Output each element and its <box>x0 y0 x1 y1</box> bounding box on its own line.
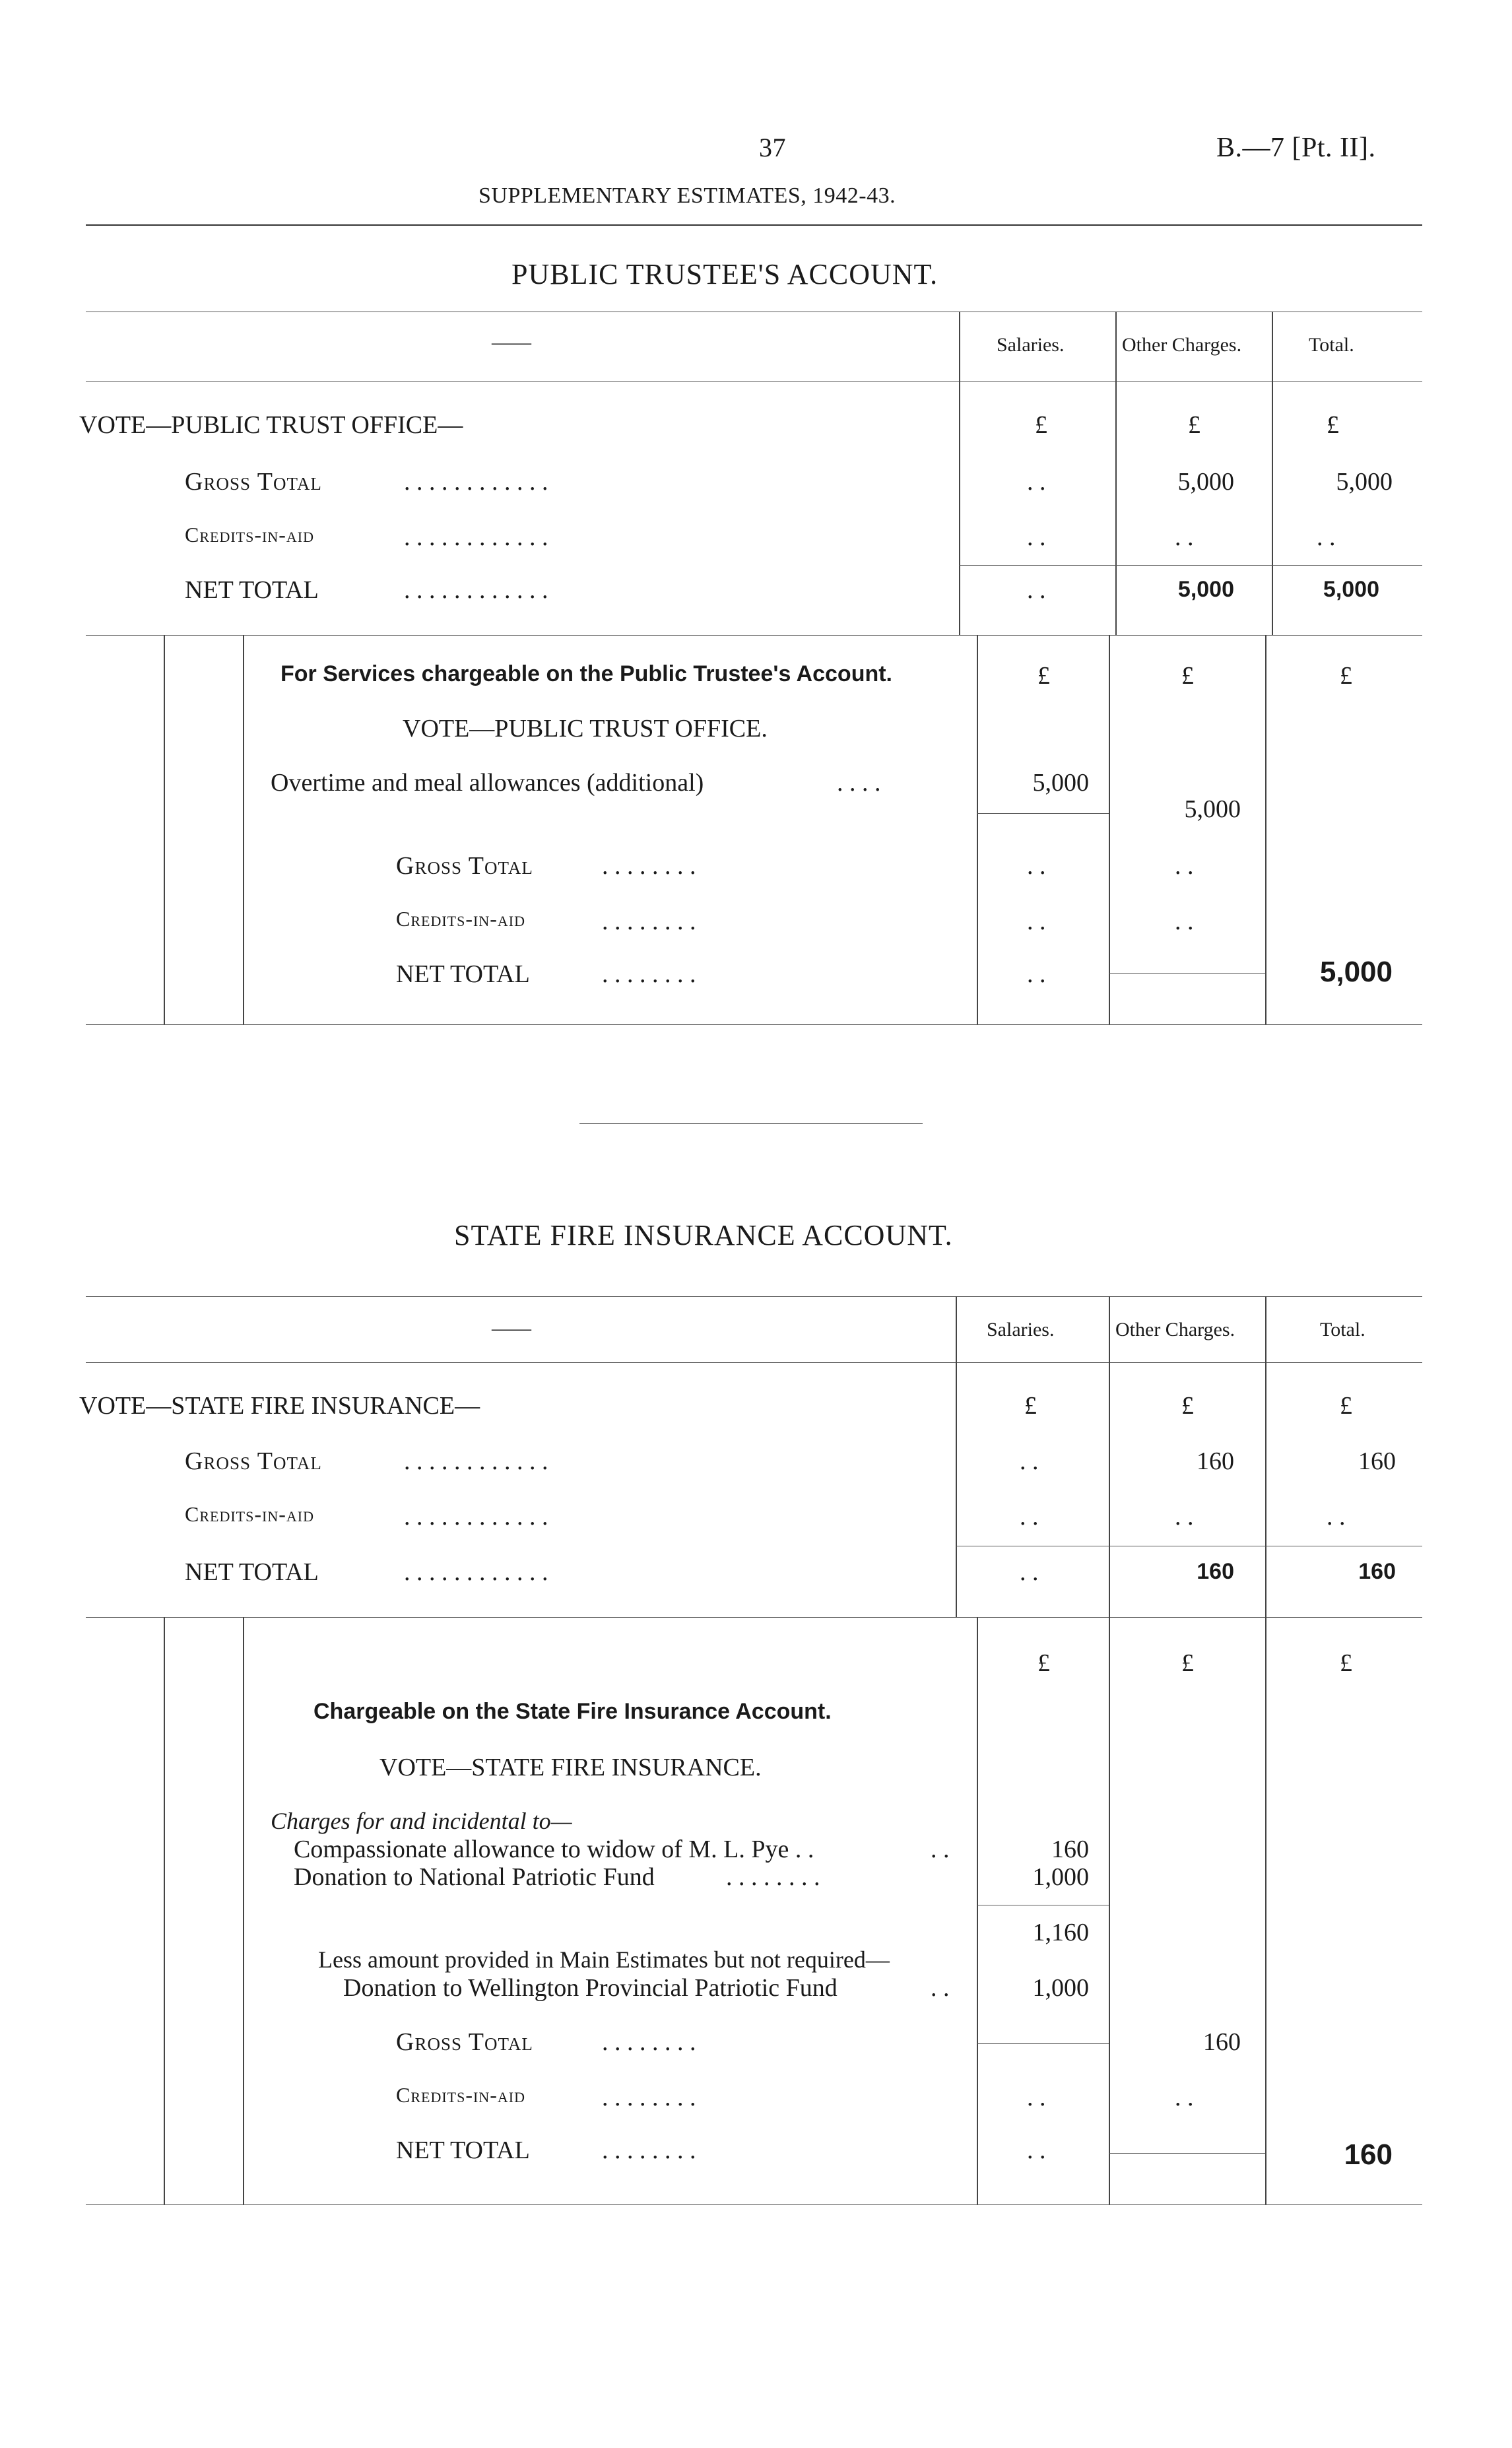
header-rule <box>86 224 1422 226</box>
detail2-item2-amount: 1,000 <box>1032 1863 1089 1891</box>
detail2-pound-2: £ <box>1181 1649 1194 1677</box>
detail1-item-amount: 5,000 <box>1032 769 1089 797</box>
detail1-col-a <box>164 635 165 1024</box>
detail2-item2: Donation to National Patriotic Fund <box>294 1863 655 1891</box>
table1-gross-salaries: . . <box>1027 468 1046 496</box>
section-title-public-trustee: PUBLIC TRUSTEE'S ACCOUNT. <box>511 258 938 290</box>
table2-col-divider-3 <box>1265 1296 1266 1617</box>
table1-col-divider-1 <box>959 312 960 635</box>
detail1-gross-leaders: . . . . . . . . <box>602 852 696 880</box>
detail2-gross-rule <box>977 2043 1109 2044</box>
detail2-gross-label: Gross Total <box>396 2028 533 2056</box>
detail1-item-leaders: . . . . <box>837 769 881 797</box>
table1-pound-total: £ <box>1327 411 1339 439</box>
detail1-net-rule <box>1109 973 1265 974</box>
detail2-col-a <box>164 1617 165 2204</box>
table1-credits-other: . . <box>1175 523 1194 551</box>
table2-header-rule <box>86 1362 1422 1363</box>
table2-pound-salaries: £ <box>1024 1392 1037 1420</box>
table1-net-other: 5,000 <box>1177 577 1234 602</box>
table1-pound-other: £ <box>1188 411 1200 439</box>
detail2-credits-leaders: . . . . . . . . <box>602 2084 696 2111</box>
detail1-credits-amount: . . <box>1027 908 1046 935</box>
table1-pound-salaries: £ <box>1035 411 1047 439</box>
table2-vote-label: VOTE—STATE FIRE INSURANCE— <box>79 1392 480 1420</box>
section-title-state-fire: STATE FIRE INSURANCE ACCOUNT. <box>454 1219 953 1251</box>
detail1-bottom-rule <box>86 1024 1422 1025</box>
table2-col-total: Total. <box>1320 1319 1365 1340</box>
detail2-pound-1: £ <box>1037 1649 1050 1677</box>
detail1-col-b <box>243 635 244 1024</box>
detail1-net-total: 5,000 <box>1319 956 1393 988</box>
detail2-net-leaders: . . . . . . . . <box>602 2136 696 2164</box>
detail2-item1-leaders: . . <box>931 1836 950 1863</box>
detail1-col-e <box>1265 635 1266 1024</box>
detail2-vote: VOTE—STATE FIRE INSURANCE. <box>379 1754 762 1781</box>
detail2-credits-amount: . . <box>1027 2084 1046 2111</box>
detail1-gross-other: . . <box>1175 852 1194 880</box>
table2-col-divider-1 <box>956 1296 957 1617</box>
table2-gross-total-label: Gross Total <box>185 1447 322 1475</box>
table1-net-salaries: . . <box>1027 576 1046 604</box>
table2-col-salaries: Salaries. <box>987 1319 1055 1340</box>
page-number: 37 <box>759 133 786 162</box>
detail1-credits-label: Credits-in-aid <box>396 907 525 931</box>
table2-gross-other: 160 <box>1197 1447 1234 1475</box>
detail2-gross-other: 160 <box>1203 2028 1241 2056</box>
detail2-item1-amount: 160 <box>1051 1836 1089 1863</box>
detail1-pound-3: £ <box>1340 662 1352 690</box>
table2-net-salaries: . . <box>1020 1558 1039 1586</box>
detail2-item1: Compassionate allowance to widow of M. L. Pye . . <box>294 1836 814 1863</box>
detail2-col-c <box>977 1617 978 2204</box>
table2-credits-other: . . <box>1175 1503 1194 1531</box>
detail2-less-leaders: . . <box>931 1974 950 2002</box>
table2-gross-salaries: . . <box>1020 1447 1039 1475</box>
table2-credits-leaders: . . . . . . . . . . . . <box>404 1503 548 1531</box>
table1-col-divider-2 <box>1115 312 1117 635</box>
table2-col-divider-2 <box>1109 1296 1110 1617</box>
table2-credits-total: . . <box>1327 1503 1346 1531</box>
table1-stub-dash: —— <box>492 331 531 353</box>
table1-header-rule <box>86 381 1422 382</box>
detail2-credits-other: . . <box>1175 2084 1194 2111</box>
table2-net-other: 160 <box>1197 1559 1234 1584</box>
detail1-col-d <box>1109 635 1110 1024</box>
detail1-heading: For Services chargeable on the Public Trustee's Account. <box>280 661 892 686</box>
table2-top-rule <box>86 1296 1422 1297</box>
table1-credits-salaries: . . <box>1027 523 1046 551</box>
detail2-credits-label: Credits-in-aid <box>396 2083 525 2107</box>
table2-pound-total: £ <box>1340 1392 1352 1420</box>
section-separator <box>579 1123 923 1124</box>
detail2-less-line1: Less amount provided in Main Estimates but not required— <box>318 1946 890 1973</box>
detail1-net-label: NET TOTAL <box>396 960 530 988</box>
detail1-item: Overtime and meal allowances (additional) <box>271 769 704 797</box>
table2-net-leaders: . . . . . . . . . . . . <box>404 1558 548 1586</box>
table1-gross-total-label: Gross Total <box>185 468 322 496</box>
table2-credits-salaries: . . <box>1020 1503 1039 1531</box>
detail2-item2-leaders: . . . . . . . . <box>726 1863 820 1891</box>
table2-bottom-rule <box>86 1617 1422 1618</box>
detail2-col-d <box>1109 1617 1110 2204</box>
detail2-col-e <box>1265 1617 1266 2204</box>
detail1-subtotal: 5,000 <box>1184 795 1241 823</box>
page-reference: B.—7 [Pt. II]. <box>1216 133 1376 163</box>
table2-credits-label: Credits-in-aid <box>185 1502 314 1526</box>
table1-credits-leaders: . . . . . . . . . . . . <box>404 523 548 551</box>
detail1-credits-other: . . <box>1175 908 1194 935</box>
detail2-less-amount: 1,000 <box>1032 1974 1089 2002</box>
detail1-net-amount: . . <box>1027 960 1046 988</box>
detail2-pound-3: £ <box>1340 1649 1352 1677</box>
detail1-pound-1: £ <box>1037 662 1050 690</box>
detail2-net-total: 160 <box>1344 2138 1393 2171</box>
detail1-credits-leaders: . . . . . . . . <box>602 908 696 935</box>
detail1-vote: VOTE—PUBLIC TRUST OFFICE. <box>403 715 768 743</box>
table1-credits-label: Credits-in-aid <box>185 523 314 546</box>
running-title: SUPPLEMENTARY ESTIMATES, 1942-43. <box>478 183 896 208</box>
table1-net-leaders: . . . . . . . . . . . . <box>404 576 548 604</box>
table1-gross-total: 5,000 <box>1336 468 1393 496</box>
table1-col-salaries: Salaries. <box>997 334 1065 356</box>
detail2-subtotal: 1,160 <box>1032 1919 1089 1946</box>
detail1-gross-amount: . . <box>1027 852 1046 880</box>
detail2-less-line2: Donation to Wellington Provincial Patriotic Fund <box>343 1974 838 2002</box>
table1-col-total: Total. <box>1309 334 1354 356</box>
table1-bottom-rule <box>86 635 1422 636</box>
table1-credits-total: . . <box>1317 523 1336 551</box>
detail1-net-leaders: . . . . . . . . <box>602 960 696 988</box>
detail2-bottom-rule <box>86 2204 1422 2205</box>
table1-gross-leaders: . . . . . . . . . . . . <box>404 468 548 496</box>
detail2-net-label: NET TOTAL <box>396 2136 530 2164</box>
table2-gross-leaders: . . . . . . . . . . . . <box>404 1447 548 1475</box>
table2-net-total-label: NET TOTAL <box>185 1558 319 1586</box>
table1-net-total-label: NET TOTAL <box>185 576 319 604</box>
table2-pound-other: £ <box>1181 1392 1194 1420</box>
table2-stub-dash: —— <box>492 1317 531 1339</box>
detail2-net-rule <box>1109 2153 1265 2154</box>
detail2-net-amount: . . <box>1027 2136 1046 2164</box>
detail2-col-b <box>243 1617 244 2204</box>
detail1-subtotal-rule <box>977 813 1109 814</box>
detail1-gross-label: Gross Total <box>396 852 533 880</box>
table2-col-other-charges: Other Charges. <box>1115 1319 1235 1340</box>
detail1-col-c <box>977 635 978 1024</box>
table1-gross-other: 5,000 <box>1177 468 1234 496</box>
table1-vote-label: VOTE—PUBLIC TRUST OFFICE— <box>79 411 463 439</box>
detail2-heading: Chargeable on the State Fire Insurance Account. <box>313 1699 832 1724</box>
detail2-charges-intro: Charges for and incidental to— <box>271 1808 572 1834</box>
table1-net-total: 5,000 <box>1323 577 1379 602</box>
table1-col-other-charges: Other Charges. <box>1122 334 1242 356</box>
table2-gross-total: 160 <box>1358 1447 1396 1475</box>
table2-net-total: 160 <box>1358 1559 1396 1584</box>
detail1-pound-2: £ <box>1181 662 1194 690</box>
table1-net-rule <box>959 565 1422 566</box>
detail2-gross-leaders: . . . . . . . . <box>602 2028 696 2056</box>
